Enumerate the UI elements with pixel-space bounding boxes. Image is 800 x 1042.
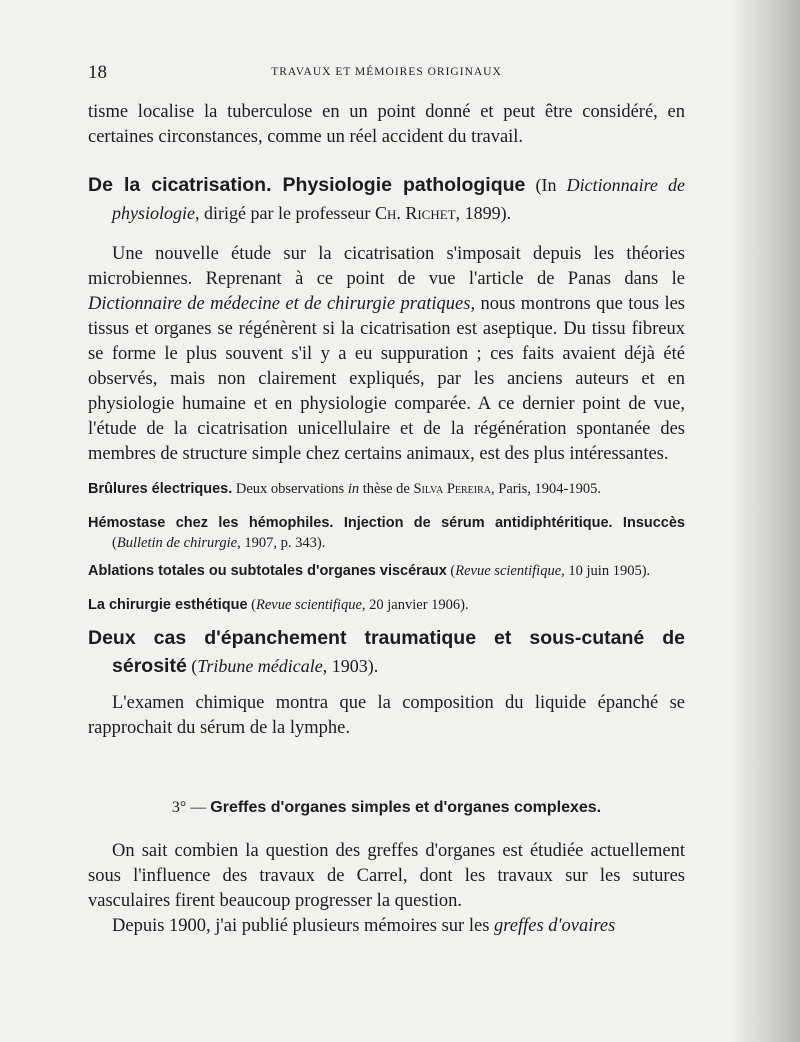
entry-cicatrisation: De la cicatrisation. Physiologie pathologique (In Dictionnaire de physiologie, dirigé par le professeur Ch. Richet, 1899). — [88, 174, 685, 223]
section-heading-3 — [88, 799, 685, 817]
entry-brulures-title: Brûlures électriques. — [88, 481, 233, 497]
greffes-paragraph-2: Depuis 1900, j'ai publié plusieurs mémoires sur les greffes d'ovaires — [112, 916, 616, 936]
entry-ablations-source: Revue scientifique — [455, 563, 562, 579]
section-title: Greffes d'organes simples et d'organes complexes. — [210, 799, 602, 816]
continuation-paragraph: tisme localise la tuberculose en un point donné et peut être considéré, en certaines circonstances, comme un réel accident du travail. — [88, 102, 685, 147]
entry-cicatrisation-source: Dictionnaire de physiologie — [112, 175, 685, 223]
cited-work: Dictionnaire de médecine et de chirurgie pratiques — [88, 294, 471, 314]
entry-epanchement: Deux cas d'épanchement traumatique et sous-cutané de sérosité (Tribune médicale, 1903). — [88, 627, 685, 677]
entry-hemostase: Hémostase chez les hémophiles. Injection de sérum antidiphtéritique. Insuccès (Bulletin de chirurgie, 1907, p. 343). — [88, 515, 685, 551]
section-number: 3° — — [171, 799, 207, 816]
epanchement-paragraph: L'examen chimique montra que la composition du liquide épanché se rapprochait du sérum de la lymphe. — [88, 693, 685, 738]
entry-brulures: Brûlures électriques. Deux observations in thèse de Silva Pereira, Paris, 1904-1905. — [88, 481, 601, 497]
entry-epanchement-title: Deux cas d'épanchement traumatique et sous-cutané de sérosité — [88, 627, 685, 677]
cicatrisation-paragraph: Une nouvelle étude sur la cicatrisation s'imposait depuis les théories microbiennes. Reprenant à ce point de vue l'article de Panas dans le Dictionnaire de médecine et de chirurgie pratiques, nous montrons que tous les tissus et organes se régénèrent si la cicatrisation est aseptique. Du tissu fibreux se forme le plus souvent s'il y a eu suppuration ; ces faits avaient déjà été observés, mais non clairement expliqués, par les anciens auteurs et en physiologie humaine et en physiologie comparée. A ce dernier point de vue, l'étude de la cicatrisation unicellulaire et de la régénération spontanée des membres de structure simple chez certains animaux, est des plus intéressantes. — [88, 244, 685, 464]
page-number: 18 — [88, 62, 107, 83]
entry-ablations: Ablations totales ou subtotales d'organes viscéraux (Revue scientifique, 10 juin 1905). — [88, 563, 651, 579]
entry-cicatrisation-author: Ch. Richet — [374, 203, 456, 223]
entry-chirurgie-title: La chirurgie esthétique — [88, 597, 248, 613]
page-header — [88, 62, 685, 86]
document-page — [88, 62, 685, 939]
entry-ablations-title: Ablations totales ou subtotales d'organes viscéraux — [88, 563, 447, 579]
greffes-paragraph-1: On sait combien la question des greffes d'organes est étudiée actuellement sous l'influence des travaux de Carrel, dont les travaux sur les sutures vasculaires firent beaucoup progresser la question. — [88, 841, 685, 911]
entry-chirurgie: La chirurgie esthétique (Revue scientifique, 20 janvier 1906). — [88, 597, 469, 613]
running-title: TRAVAUX ET MÉMOIRES ORIGINAUX — [271, 66, 502, 78]
entry-hemostase-title: Hémostase chez les hémophiles. Injection de sérum antidiphtéritique. Insuccès — [88, 515, 685, 531]
entry-hemostase-source: Bulletin de chirurgie — [116, 535, 238, 551]
entry-chirurgie-source: Revue scientifique — [256, 597, 362, 613]
entry-epanchement-source: Tribune médicale — [197, 656, 323, 676]
entry-brulures-author: Silva Pereira — [413, 481, 492, 497]
page-edge-shadow — [730, 0, 800, 1042]
entry-cicatrisation-title: De la cicatrisation. Physiologie pathologique — [88, 174, 526, 196]
